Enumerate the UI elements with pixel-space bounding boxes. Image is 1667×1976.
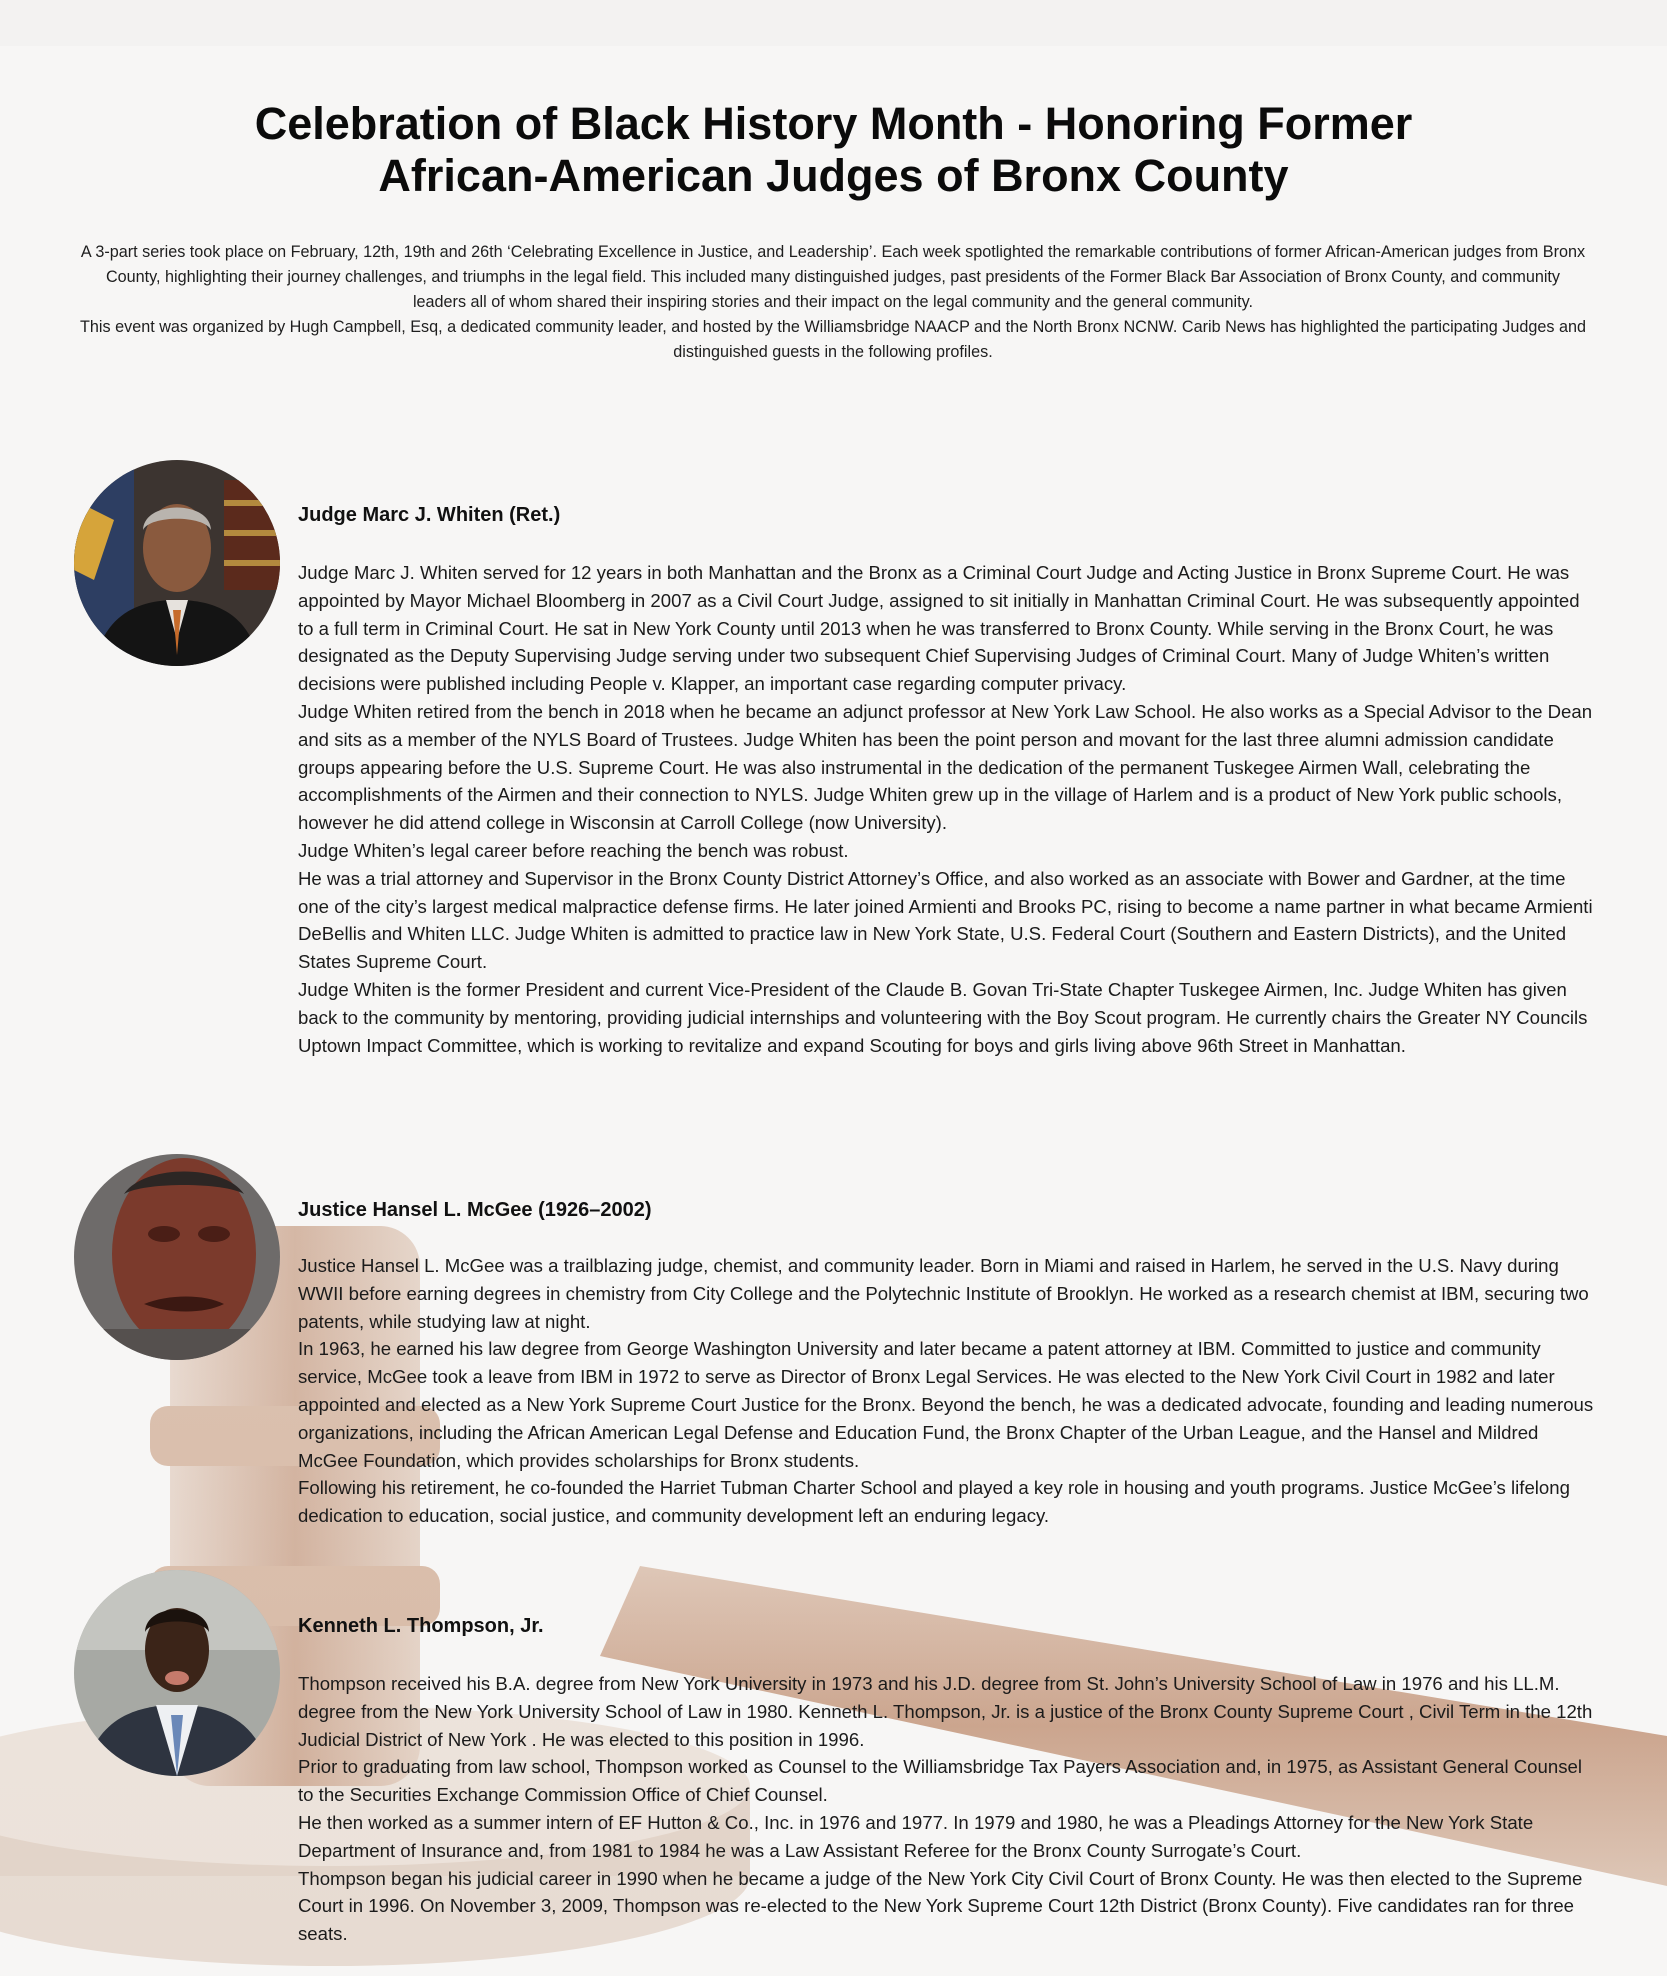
bio-paragraph: Thompson received his B.A. degree from New York University in 1973 and his J.D. degree from St. John’s University School of Law in 1976 and his LL.M. degree from the New York University School of Law in 1980. Kenneth L. Thompson, Jr. is a justice of the Bronx County Supreme Court , Civil Term in the 12th Judicial District of New York . He was elected to this position in 1996.	[298, 1673, 1593, 1750]
bio-paragraph: He then worked as a summer intern of EF Hutton & Co., Inc. in 1976 and 1977. In 1979 and 1980, he was a Pleadings Attorney for the New York State Department of Insurance and, from 1981 to 1984 he was a Law Assistant Referee for the Bronx County Surrogate’s Court.	[298, 1811, 1534, 1861]
elder-portrait-photo-icon	[74, 1154, 280, 1360]
intro-text	[78, 240, 1588, 365]
suited-portrait-photo-icon	[74, 1570, 280, 1776]
profile-bio	[298, 1670, 1598, 1948]
bio-paragraph: Judge Whiten is the former President and current Vice-President of the Claude B. Govan Tri-State Chapter Tuskegee Airmen, Inc. Judge Whiten has given back to the community by mentoring, providing judicial internships and volunteering with the Boy Scout program. He currently chairs the Greater NY Councils Uptown Impact Committee, which is working to revitalize and expand Scouting for boys and girls living above 96th Street in Manhattan.	[298, 978, 1588, 1056]
bio-paragraph: Thompson began his judicial career in 1990 when he became a judge of the New York City Civil Court of Bronx County. He was then elected to the Supreme Court in 1996. On November 3, 2009, Thompson was re-elected to the New York Supreme Court 12th District (Bronx County). Five candidates ran for three seats.	[298, 1867, 1583, 1945]
bio-paragraph: Judge Whiten’s legal career before reaching the bench was robust.	[298, 839, 849, 861]
page-title	[0, 98, 1667, 202]
document-page	[0, 46, 1667, 1976]
bio-paragraph: Following his retirement, he co-founded the Harriet Tubman Charter School and played a key role in housing and youth programs. Justice McGee’s lifelong dedication to education, social justice, and community development left an enduring legacy.	[298, 1477, 1570, 1527]
page-title-line-1: Celebration of Black History Month - Honoring Former	[254, 98, 1413, 149]
profile-name: Justice Hansel L. McGee (1926–2002)	[298, 1199, 652, 1221]
bio-paragraph: He was a trial attorney and Supervisor in the Bronx County District Attorney’s Office, and also worked as an associate with Bower and Gardner, at the time one of the city’s largest medical malpractice defense firms. He later joined Armienti and Brooks PC, rising to become a name partner in what became Armienti DeBellis and Whiten LLC. Judge Whiten is admitted to practice law in New York State, U.S. Federal Court (Southern and Eastern Districts), and the United States Supreme Court.	[298, 867, 1593, 973]
profile-name: Judge Marc J. Whiten (Ret.)	[298, 504, 561, 526]
bio-paragraph: Justice Hansel L. McGee was a trailblazing judge, chemist, and community leader. Born in Miami and raised in Harlem, he served in the U.S. Navy during WWII before earning degrees in chemistry from City College and the Polytechnic Institute of Brooklyn. He worked as a research chemist at IBM, securing two patents, while studying law at night.	[298, 1255, 1589, 1332]
profile-bio	[298, 559, 1598, 1059]
judge-portrait-photo-icon	[74, 460, 280, 666]
intro-paragraph: A 3-part series took place on February, 12th, 19th and 26th ‘Celebrating Excellence in Justice, and Leadership’. Each week spotlighted the remarkable contributions of former African-American judges from Bronx County, highlighting their journey challenges, and triumphs in the legal field. This included many distinguished judges, past presidents of the Former Black Bar Association of Bronx County, and community leaders all of whom shared their inspiring stories and their impact on the legal community and the general community.	[80, 243, 1586, 311]
bio-paragraph: Prior to graduating from law school, Thompson worked as Counsel to the Williamsbridge Tax Payers Association and, in 1975, as Assistant General Counsel to the Securities Exchange Commission Office of Chief Counsel.	[298, 1756, 1582, 1806]
bio-paragraph: Judge Marc J. Whiten served for 12 years in both Manhattan and the Bronx as a Criminal Court Judge and Acting Justice in Bronx Supreme Court. He was appointed by Mayor Michael Bloomberg in 2007 as a Civil Court Judge, assigned to sit initially in Manhattan Criminal Court. He was subsequently appointed to a full term in Criminal Court. He sat in New York County until 2013 when he was transferred to Bronx County. While serving in the Bronx Court, he was designated as the Deputy Supervising Judge serving under two subsequent Chief Supervising Judges of Criminal Court. Many of Judge Whiten’s written decisions were published including People v. Klapper, an important case regarding computer privacy.	[298, 562, 1580, 695]
page-title-line-2: African-American Judges of Bronx County	[378, 150, 1289, 201]
profile-bio	[298, 1252, 1598, 1530]
intro-paragraph: This event was organized by Hugh Campbell, Esq, a dedicated community leader, and hosted by the Williamsbridge NAACP and the North Bronx NCNW. Carib News has highlighted the participating Judges and distinguished guests in the following profiles.	[80, 318, 1586, 361]
bio-paragraph: In 1963, he earned his law degree from George Washington University and later became a patent attorney at IBM. Committed to justice and community service, McGee took a leave from IBM in 1972 to serve as Director of Bronx Legal Services. He was elected to the New York Civil Court in 1982 and later appointed and elected as a New York Supreme Court Justice for the Bronx. Beyond the bench, he was a dedicated advocate, founding and leading numerous organizations, including the African American Legal Defense and Education Fund, the Bronx Chapter of the Urban League, and the Hansel and Mildred McGee Foundation, which provides scholarships for Bronx students.	[298, 1338, 1594, 1471]
profile-name: Kenneth L. Thompson, Jr.	[298, 1615, 544, 1637]
bio-paragraph: Judge Whiten retired from the bench in 2018 when he became an adjunct professor at New York Law School. He also works as a Special Advisor to the Dean and sits as a member of the NYLS Board of Trustees. Judge Whiten has been the point person and movant for the last three alumni admission candidate groups appearing before the U.S. Supreme Court. He was also instrumental in the dedication of the permanent Tuskegee Airmen Wall, celebrating the accomplishments of the Airmen and their connection to NYLS. Judge Whiten grew up in the village of Harlem and is a product of New York public schools, however he did attend college in Wisconsin at Carroll College (now University).	[298, 700, 1593, 834]
